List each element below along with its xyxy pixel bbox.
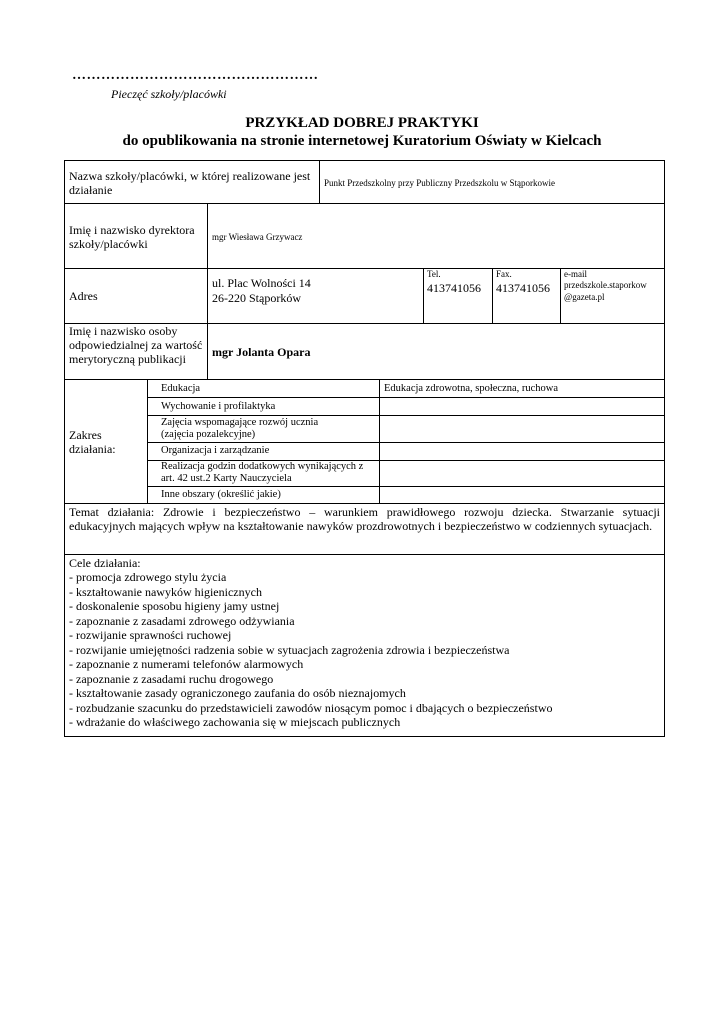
scope-row-name: Edukacja [161, 383, 201, 394]
list-item: - zapoznanie z zasadami ruchu drogowego [69, 671, 274, 686]
col-divider [319, 161, 320, 203]
scope-row-name: Zajęcia wspomagające rozwój ucznia (zajęcia pozalekcyjne) [161, 417, 319, 440]
list-item: - wdrażanie do właściwego zachowania się w miejscach publicznych [69, 715, 401, 729]
list-item: - promocja zdrowego stylu życia [69, 570, 227, 584]
tel-value: 413741056 [427, 281, 481, 295]
row-divider [147, 442, 664, 443]
goals-heading: Cele działania: [69, 556, 141, 570]
responsible-value: mgr Jolanta Opara [212, 345, 311, 359]
row-divider [65, 379, 664, 380]
address-street: ul. Plac Wolności 14 [212, 276, 311, 290]
list-item: - doskonalenie sposobu higieny jamy ustnej [69, 599, 280, 613]
tel-label: Tel. [427, 269, 441, 279]
scope-label: Zakres działania: [69, 428, 116, 456]
fax-value: 413741056 [496, 281, 550, 295]
list-item: - rozwijanie umiejętności radzenia sobie w sytuacjach zagrożenia zdrowia i bezpieczeństwa [69, 642, 510, 657]
goals-list [69, 570, 660, 730]
page-title: PRZYKŁAD DOBREJ PRAKTYKI [245, 115, 479, 131]
col-divider [492, 268, 493, 323]
email-label: e-mail [564, 269, 587, 279]
school-name-label: Nazwa szkoły/placówki, w której realizowane jest działanie [69, 169, 311, 197]
row-divider [147, 397, 664, 398]
row-divider [65, 503, 664, 504]
topic-text: Temat działania: Zdrowie i bezpieczeństwo – warunkiem prawidłowego rozwoju dziecka. Stwarzanie sytuacji edukacyjnych mających wpływ na kształtowanie nawyków prozdrowotnych i bezpieczeństwo w codziennych sytuacjach. [69, 505, 660, 533]
email-value-line2: @gazeta.pl [564, 292, 605, 302]
col-divider [207, 203, 208, 379]
row-divider [65, 203, 664, 204]
row-divider [147, 486, 664, 487]
row-divider [147, 415, 664, 416]
stamp-dotted-line: …………………………………………… [72, 68, 319, 83]
scope-row-name: Wychowanie i profilaktyka [161, 401, 276, 412]
col-divider [379, 379, 380, 503]
row-divider [65, 554, 664, 555]
address-label: Adres [69, 289, 98, 303]
responsible-label: Imię i nazwisko osoby odpowiedzialnej za wartość merytoryczną publikacji [69, 324, 203, 366]
scope-row-name: Realizacja godzin dodatkowych wynikających z art. 42 ust.2 Karty Nauczyciela [161, 461, 364, 484]
list-item: - kształtowanie zasady ograniczonego zaufania do osób nieznajomych [69, 686, 406, 700]
address-city: 26-220 Stąporków [212, 291, 301, 305]
school-name-value: Punkt Przedszkolny przy Publiczny Przedszkolu w Stąporkowie [324, 178, 555, 188]
stamp-label: Pieczęć szkoły/placówki [111, 87, 227, 101]
col-divider [147, 379, 148, 503]
form-table [64, 160, 665, 737]
list-item: - zapoznanie z numerami telefonów alarmowych [69, 657, 304, 671]
email-value-line1: przedszkole.staporkow [564, 280, 647, 290]
list-item: - rozbudzanie szacunku do przedstawicieli zawodów niosącym pomoc i dbających o bezpieczeństwo [69, 700, 553, 715]
list-item: - kształtowanie nawyków higienicznych [69, 584, 262, 599]
scope-row-value: Edukacja zdrowotna, społeczna, ruchowa [384, 383, 559, 394]
scope-row-name: Organizacja i zarządzanie [161, 445, 270, 456]
col-divider [560, 268, 561, 323]
director-value: mgr Wiesława Grzywacz [212, 232, 303, 242]
scope-row-name: Inne obszary (określić jakie) [161, 489, 281, 500]
director-label: Imię i nazwisko dyrektora szkoły/placówki [69, 223, 195, 251]
list-item: - zapoznanie z zasadami zdrowego odżywiania [69, 613, 295, 628]
list-item: - rozwijanie sprawności ruchowej [69, 628, 232, 642]
page-subtitle: do opublikowania na stronie internetowej Kuratorium Oświaty w Kielcach [122, 133, 602, 149]
fax-label: Fax. [496, 269, 512, 279]
col-divider [423, 268, 424, 323]
